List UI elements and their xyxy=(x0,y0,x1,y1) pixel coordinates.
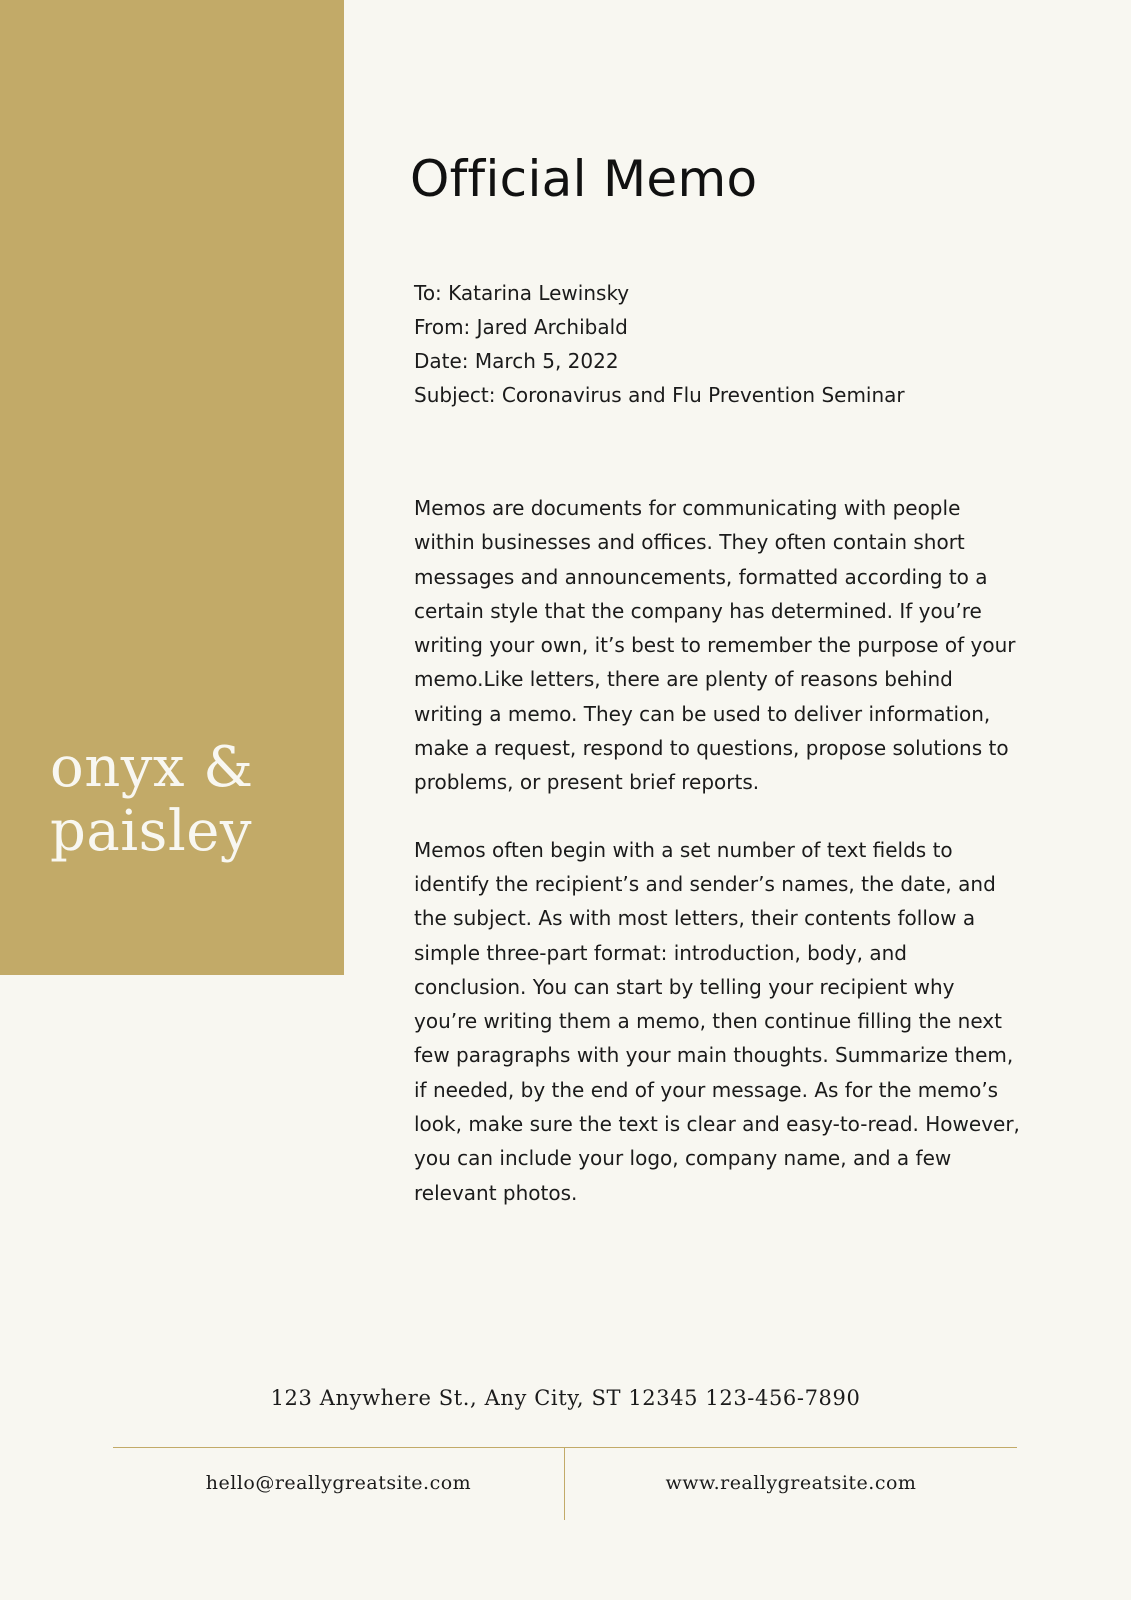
memo-date: Date: March 5, 2022 xyxy=(414,349,619,373)
brand-logo xyxy=(50,736,340,864)
footer-email: hello@reallygreatsite.com xyxy=(205,1472,472,1494)
brand-panel xyxy=(0,0,344,975)
memo-to: To: Katarina Lewinsky xyxy=(414,281,630,305)
footer-website: www.reallygreatsite.com xyxy=(665,1472,917,1494)
page-title: Official Memo xyxy=(410,150,758,208)
memo-body xyxy=(414,491,1024,1243)
memo-header-fields xyxy=(414,276,905,412)
footer-address: 123 Anywhere St., Any City, ST 12345 123-456-7890 xyxy=(270,1386,861,1410)
brand-name-line2: paisley xyxy=(50,799,253,864)
brand-name-line1: onyx & xyxy=(50,735,254,800)
memo-subject: Subject: Coronavirus and Flu Prevention Seminar xyxy=(414,383,905,407)
memo-paragraph: Memos often begin with a set number of text fields to identify the recipient’s and sender’s names, the date, and the subject. As with most letters, their contents follow a simple three-part format: introduction, body, and conclusion. You can start by telling your recipient why you’re writing them a memo, then continue filling the next few paragraphs with your main thoughts. Summarize them, if needed, by the end of your message. As for the memo’s look, make sure the text is clear and easy-to-read. However, you can include your logo, company name, and a few relevant photos. xyxy=(414,837,1020,1205)
memo-from: From: Jared Archibald xyxy=(414,315,628,339)
memo-paragraph: Memos are documents for communicating with people within businesses and offices. They often contain short messages and announcements, formatted according to a certain style that the company has determined. If you’re writing your own, it’s best to remember the purpose of your memo.Like letters, there are plenty of reasons behind writing a memo. They can be used to deliver information, make a request, respond to questions, propose solutions to problems, or present brief reports. xyxy=(414,496,1016,795)
footer-divider xyxy=(113,1447,1017,1448)
